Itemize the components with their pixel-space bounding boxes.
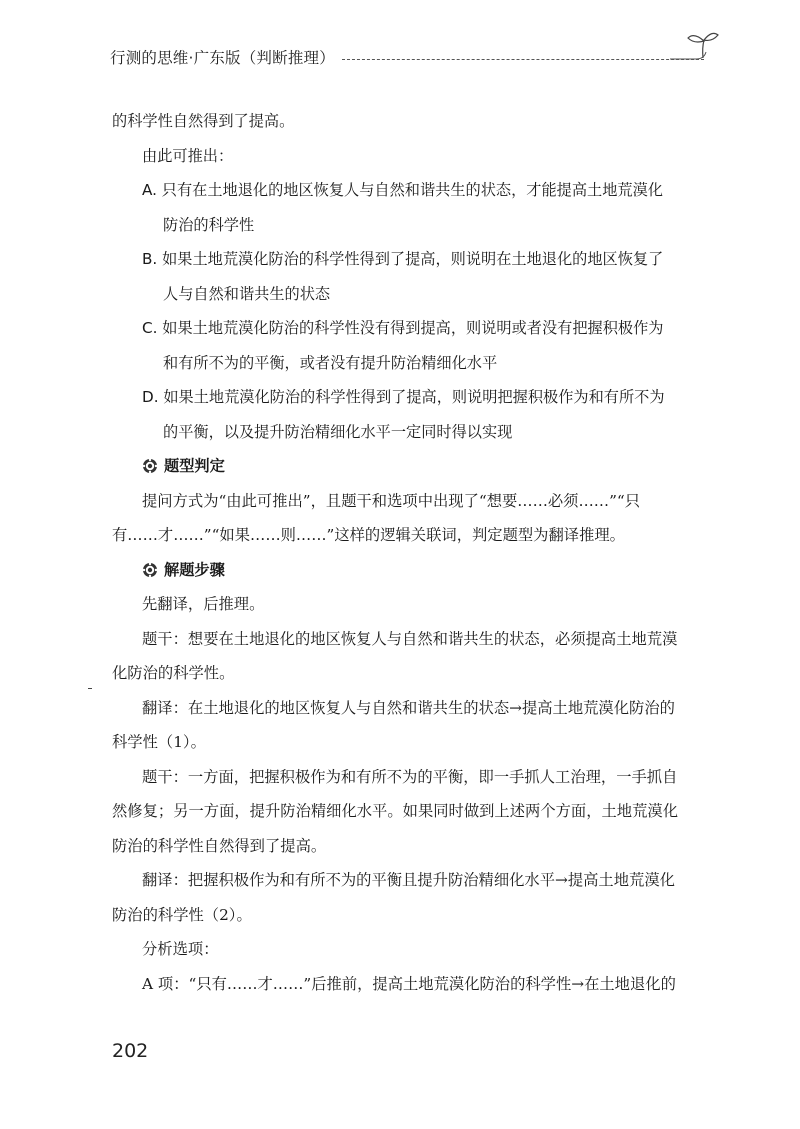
flower-bullet-icon [142, 458, 158, 474]
section-heading-steps [112, 553, 712, 588]
page-number: 202 [112, 1040, 149, 1062]
running-header [110, 44, 720, 70]
sprout-icon [686, 30, 720, 60]
option-d-line-1: D. 如果土地荒漠化防治的科学性得到了提高，则说明把握积极作为和有所不为 [142, 388, 665, 406]
header-rule [342, 59, 704, 60]
text-line: 的科学性自然得到了提高。 [112, 112, 295, 130]
section-heading-type [112, 449, 712, 484]
paragraph-line: 化防治的科学性。 [112, 664, 235, 682]
paragraph-line: 防治的科学性（2）。 [112, 905, 252, 924]
paragraph-line: 有……才……”“如果……则……”这样的逻辑关联词，判定题型为翻译推理。 [112, 526, 625, 544]
question-prompt: 由此可推出： [142, 146, 234, 165]
body-text [112, 104, 712, 1001]
option-b-line-1: B. 如果土地荒漠化防治的科学性得到了提高，则说明在土地退化的地区恢复了 [142, 250, 664, 268]
paragraph-line: 题干：想要在土地退化的地区恢复人与自然和谐共生的状态，必须提高土地荒漠 [142, 629, 678, 648]
paragraph-line: 翻译：把握积极作为和有所不为的平衡且提升防治精细化水平→提高土地荒漠化 [142, 871, 675, 889]
option-b-line-2: 人与自然和谐共生的状态 [163, 284, 331, 303]
paragraph-line: A 项：“只有……才……”后推前，提高土地荒漠化防治的科学性→在土地退化的 [142, 974, 676, 993]
paragraph-line: 翻译：在土地退化的地区恢复人与自然和谐共生的状态→提高土地荒漠化防治的 [142, 698, 675, 717]
scan-speck [88, 688, 92, 689]
header-title: 行测的思维·广东版（判断推理） [110, 49, 335, 67]
paragraph-line: 科学性（1）。 [112, 733, 206, 751]
option-a-line-1: A. 只有在土地退化的地区恢复人与自然和谐共生的状态，才能提高土地荒漠化 [142, 181, 663, 199]
section-title: 解题步骤 [164, 560, 225, 579]
option-a-line-2: 防治的科学性 [163, 215, 255, 234]
paragraph-line: 提问方式为“由此可推出”，且题干和选项中出现了“想要……必须……”“只 [142, 491, 641, 510]
paragraph-line: 然修复；另一方面，提升防治精细化水平。如果同时做到上述两个方面，土地荒漠化 [112, 802, 678, 820]
paragraph-line: 分析选项： [142, 940, 219, 958]
option-c-line-2: 和有所不为的平衡，或者没有提升防治精细化水平 [163, 353, 498, 372]
option-d-line-2: 的平衡，以及提升防治精细化水平一定同时得以实现 [163, 422, 513, 441]
section-title: 题型判定 [164, 457, 225, 475]
option-c-line-1: C. 如果土地荒漠化防治的科学性没有得到提高，则说明或者没有把握积极作为 [142, 319, 664, 337]
paragraph-line: 先翻译，后推理。 [142, 595, 265, 613]
flower-bullet-icon [142, 562, 158, 578]
paragraph-line: 题干：一方面，把握积极作为和有所不为的平衡，即一手抓人工治理，一手抓自 [142, 767, 678, 786]
paragraph-line: 防治的科学性自然得到了提高。 [112, 836, 327, 855]
